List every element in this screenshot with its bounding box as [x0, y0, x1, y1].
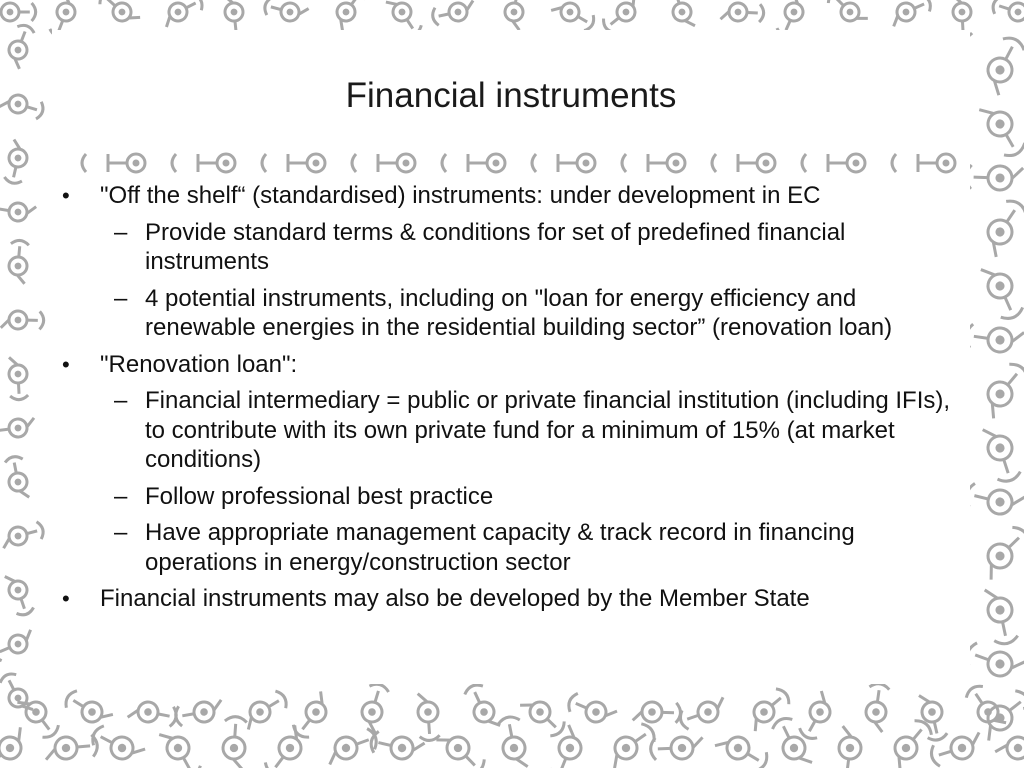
bullet-text: Follow professional best practice — [145, 482, 494, 510]
sub-bullet-item — [58, 218, 973, 277]
bullet-list — [58, 181, 973, 621]
bullet-text: Financial intermediary = public or private financial institution (including IFIs), to contribute with its own private fund for a minimum of 15% (at market conditions) — [145, 387, 951, 473]
bullet-text: "Off the shelf“ (standardised) instruments: under development in EC — [100, 182, 821, 209]
sub-bullet-item — [58, 482, 973, 512]
bullet-text: "Renovation loan": — [100, 350, 298, 378]
bullet-item — [58, 350, 973, 380]
dash-marker: – — [114, 387, 128, 414]
bullet-marker: • — [62, 351, 70, 377]
bullet-marker: • — [62, 183, 70, 208]
bullet-text: Provide standard terms & conditions for set of predefined financial instruments — [145, 218, 846, 275]
sub-bullet-item — [58, 386, 973, 475]
sub-bullet-item — [58, 284, 973, 343]
bullet-text: 4 potential instruments, including on "loan for energy efficiency and renewable energies in the residential building sector” (renovation loan) — [145, 284, 893, 341]
dash-marker: – — [114, 284, 128, 312]
slide-title: Financial instruments — [345, 76, 677, 115]
sub-bullet-item — [58, 518, 973, 577]
dash-marker: – — [114, 218, 128, 246]
bullet-text: Financial instruments may also be developed by the Member State — [100, 585, 810, 612]
dash-marker: – — [114, 482, 128, 510]
bullet-marker: • — [62, 586, 70, 611]
bullet-item — [58, 584, 973, 614]
bullet-item — [58, 181, 973, 211]
dash-marker: – — [114, 519, 128, 546]
bullet-text: Have appropriate management capacity & track record in financing operations in energy/construction sector — [145, 519, 855, 576]
decorative-divider-icon — [60, 148, 965, 178]
